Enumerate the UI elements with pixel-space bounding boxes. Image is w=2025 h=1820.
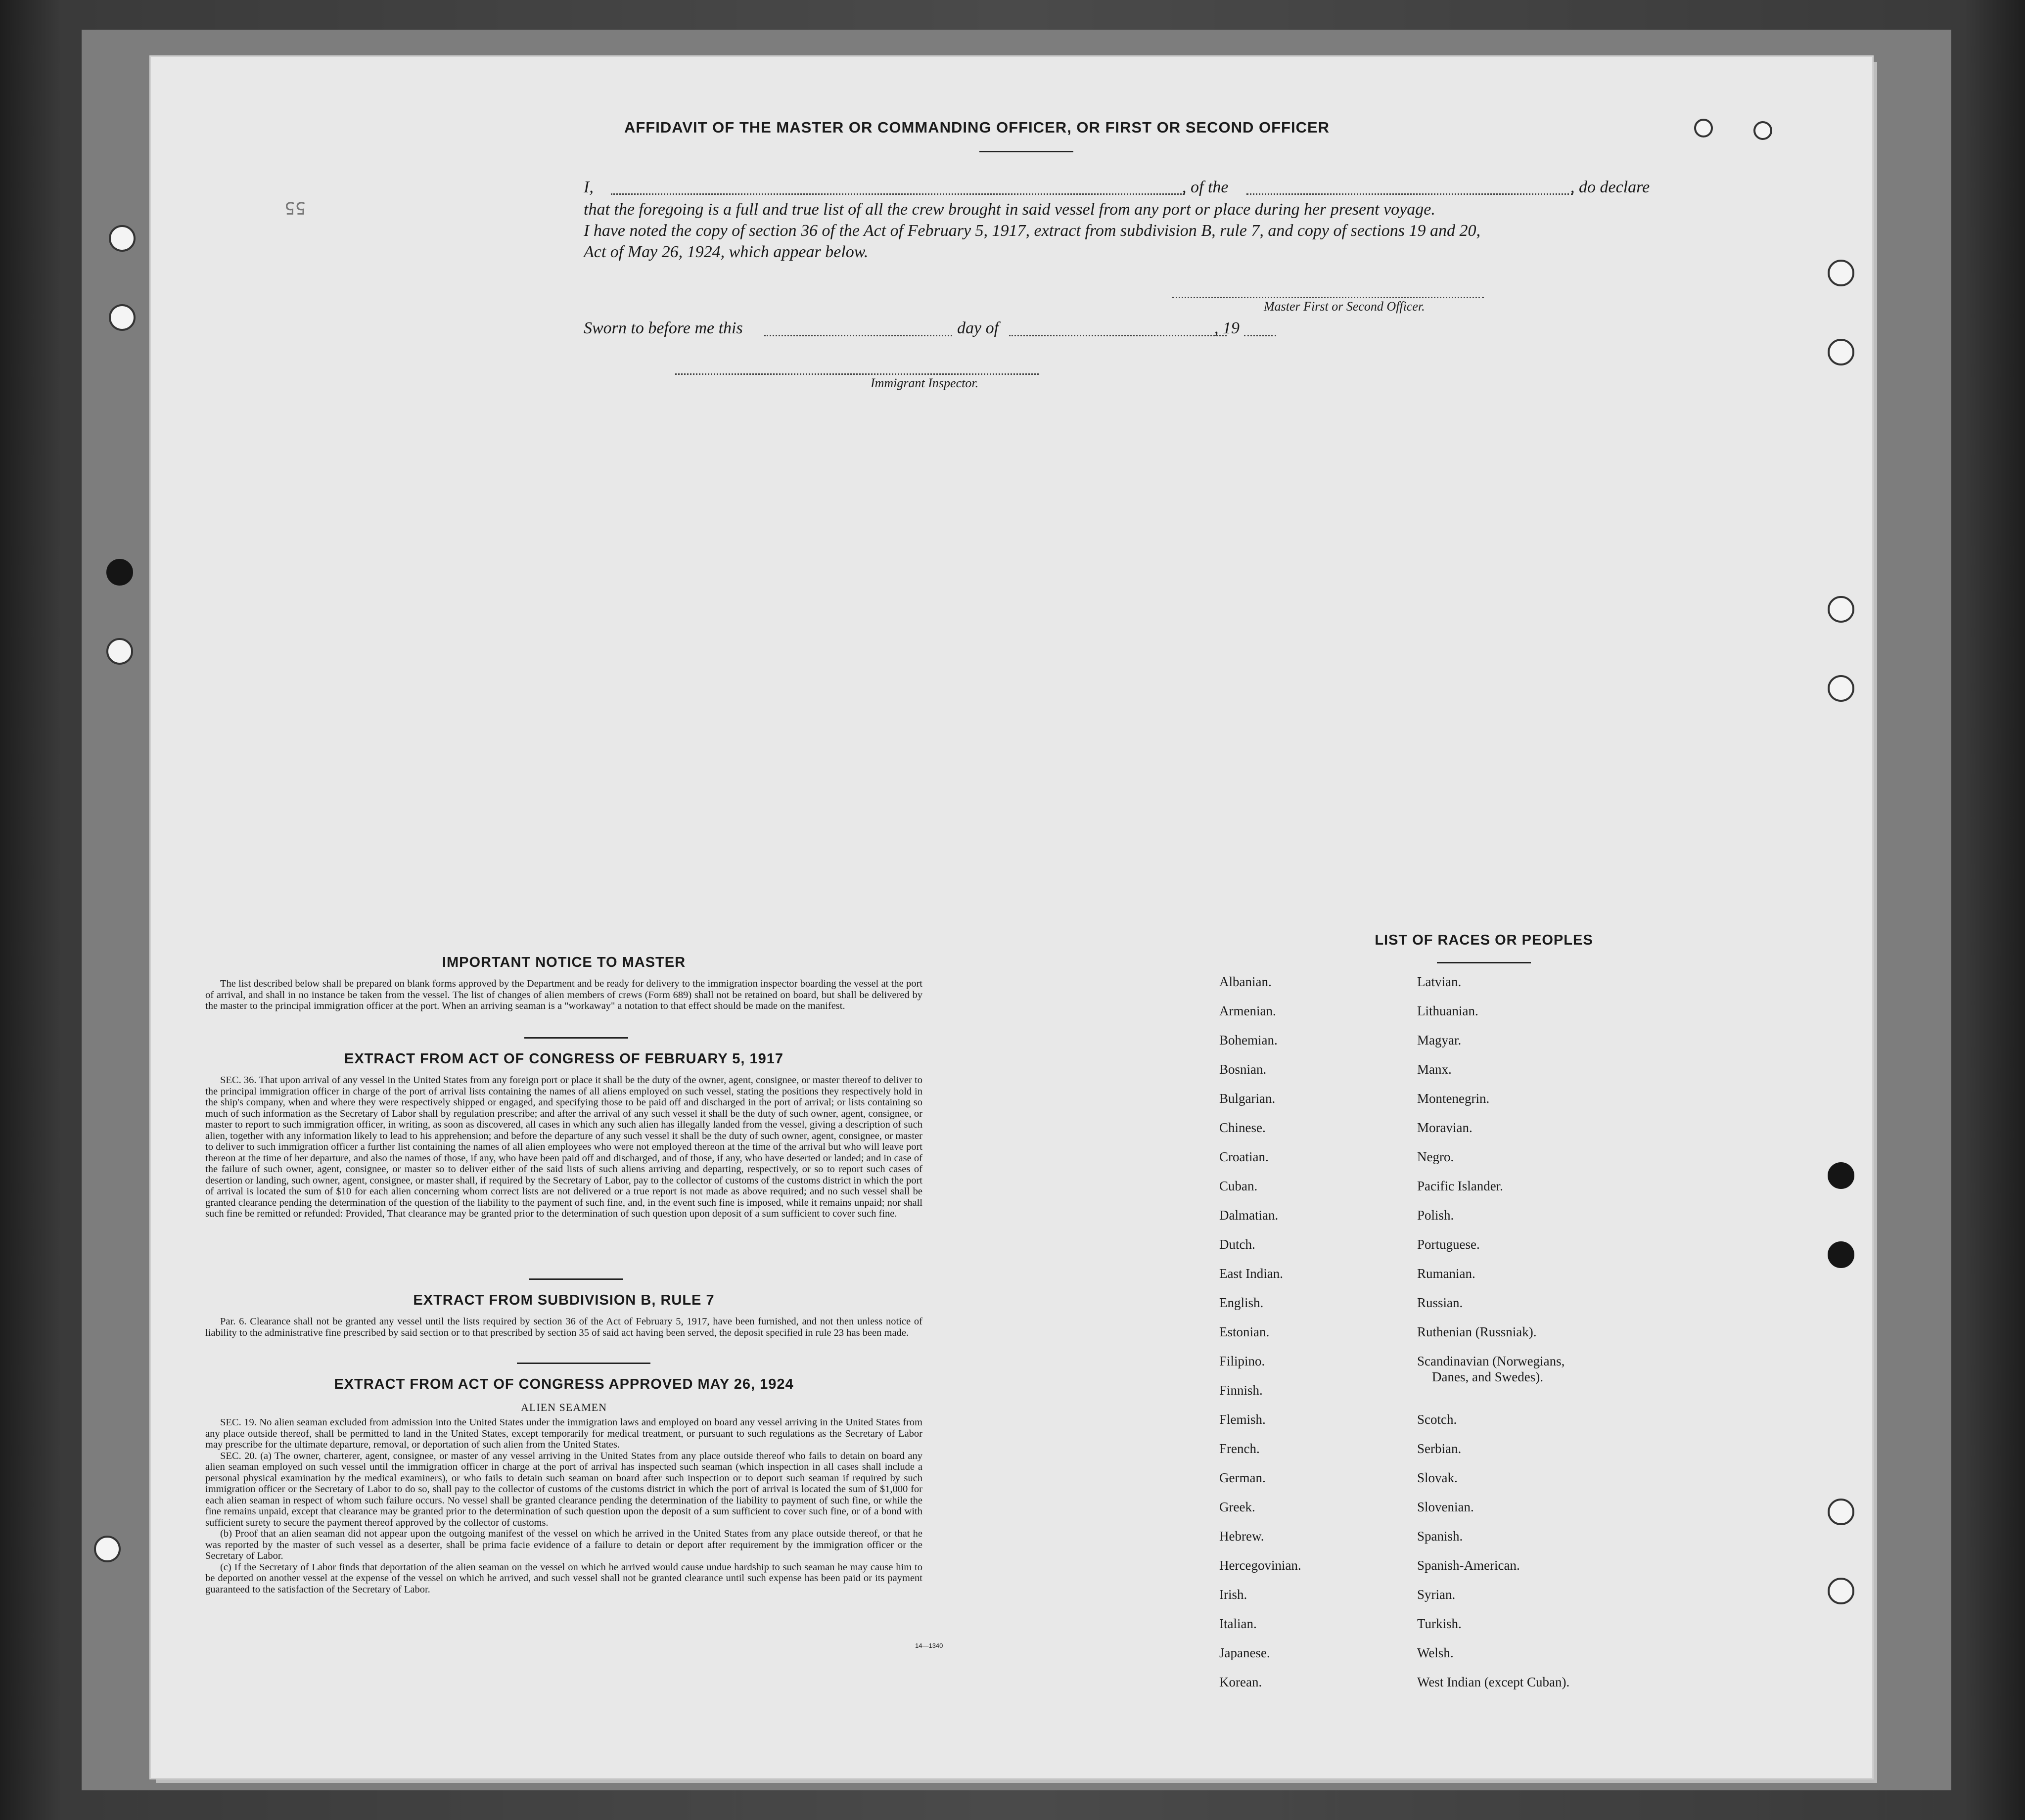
race-item: Syrian. [1417, 1587, 1456, 1602]
race-item: Montenegrin. [1417, 1091, 1490, 1106]
divider [524, 1037, 628, 1039]
race-item: Korean. [1219, 1675, 1262, 1689]
race-item: Bulgarian. [1219, 1091, 1276, 1106]
race-item: Magyar. [1417, 1033, 1462, 1047]
binder-hole [1694, 119, 1713, 137]
races-title: LIST OF RACES OR PEOPLES [1375, 932, 1593, 948]
par-6-paragraph: Par. 6. Clearance shall not be granted any vessel until the lists required by section 36 of the Act of February 5, 1917, have been furnished, and not then unless notice of liability to the administrative fine prescribed by said section or to that prescribed by section 35 of said act having been served, the deposit specified in rule 23 has been made. [205, 1316, 922, 1338]
race-item: Spanish-American. [1417, 1558, 1520, 1573]
alien-seamen-subtitle: ALIEN SEAMEN [521, 1401, 607, 1413]
race-item: Manx. [1417, 1062, 1452, 1077]
blank-month [1009, 335, 1227, 336]
sworn-label: Sworn to before me this [584, 319, 743, 337]
race-item: Dutch. [1219, 1237, 1255, 1252]
race-item: English. [1219, 1295, 1264, 1310]
year-label: , 19 [1214, 319, 1240, 337]
margin-number: 55 [284, 198, 306, 218]
notice-text [205, 978, 922, 1012]
race-item: Slovenian. [1417, 1500, 1474, 1514]
race-item: Italian. [1219, 1616, 1257, 1631]
section-20c-paragraph: (c) If the Secretary of Labor finds that deportation of the alien seaman on the vessel on which he arrived would cause undue hardship to such seaman he may cause him to be deported on another vessel at the expense of the vessel on which he arrived, and such vessel shall not be granted clearance until such expense has been paid or its payment guaranteed to the satisfaction of the Secretary of Labor. [205, 1561, 922, 1595]
binder-hole [1828, 1578, 1854, 1604]
race-item: West Indian (except Cuban). [1417, 1675, 1570, 1689]
blank-year [1244, 335, 1276, 336]
section-19-paragraph: SEC. 19. No alien seaman excluded from admission into the United States under the immigration laws and employed on board any vessel arriving in the United States from any place outside thereof, shall be permitted to land in the United States, except temporarily for medical treatment, or pursuant to such regulations as the Secretary of Labor may prescribe for the ultimate departure, removal, or deportation of such alien from the United States. [205, 1417, 922, 1450]
section-20b-paragraph: (b) Proof that an alien seaman did not appear upon the outgoing manifest of the vessel on which he arrived in the United States from any place outside thereof, or that he was reported by the master of such vessel as a deserter, shall be prima facie evidence of a failure to detain or deport after requirement by the immigration officer or the Secretary of Labor. [205, 1528, 922, 1561]
binder-hole [1828, 596, 1854, 623]
binder-hole [106, 638, 133, 665]
divider [517, 1363, 650, 1364]
blank-day [764, 335, 952, 336]
race-item: Estonian. [1219, 1324, 1270, 1339]
race-item: Albanian. [1219, 974, 1272, 989]
blank-name [611, 193, 1185, 195]
affidavit-line: I have noted the copy of section 36 of the Act of February 5, 1917, extract from subdivision B, rule 7, and copy of sections 19 and 20, [584, 222, 1481, 240]
race-item: Danes, and Swedes). [1432, 1369, 1543, 1385]
race-item: Polish. [1417, 1208, 1454, 1223]
race-item: Turkish. [1417, 1616, 1462, 1631]
race-item: Cuban. [1219, 1179, 1258, 1193]
race-item: Serbian. [1417, 1441, 1462, 1456]
signature-line [1172, 297, 1484, 298]
race-item: Dalmatian. [1219, 1208, 1279, 1223]
rule-7-title: EXTRACT FROM SUBDIVISION B, RULE 7 [413, 1292, 715, 1308]
race-item: Portuguese. [1417, 1237, 1480, 1252]
blank-vessel [1246, 193, 1573, 195]
affidavit-title: AFFIDAVIT OF THE MASTER OR COMMANDING OFFICER, OR FIRST OR SECOND OFFICER [624, 119, 1330, 136]
form-number: 14—1340 [915, 1642, 943, 1649]
race-item: Hebrew. [1219, 1529, 1264, 1544]
race-item: Spanish. [1417, 1529, 1463, 1544]
race-item: Irish. [1219, 1587, 1247, 1602]
binder-hole [1753, 121, 1772, 140]
race-item: Croatian. [1219, 1149, 1269, 1164]
race-item: Scotch. [1417, 1412, 1457, 1427]
binder-hole [1828, 339, 1854, 365]
race-item: Flemish. [1219, 1412, 1266, 1427]
affidavit-i: I, [584, 178, 594, 196]
binder-hole [1828, 1241, 1854, 1268]
affidavit-of-the: , of the [1182, 178, 1229, 196]
race-item: Filipino. [1219, 1354, 1265, 1368]
race-item: German. [1219, 1470, 1266, 1485]
race-item: Moravian. [1417, 1120, 1473, 1135]
divider [529, 1278, 623, 1280]
extract-1924-text [205, 1417, 922, 1595]
race-item: Bosnian. [1219, 1062, 1267, 1077]
notice-title: IMPORTANT NOTICE TO MASTER [442, 955, 686, 970]
race-item: Ruthenian (Russniak). [1417, 1324, 1537, 1339]
document-page [151, 57, 1872, 1778]
section-36-paragraph: SEC. 36. That upon arrival of any vessel in the United States from any foreign port or place it shall be the duty of the owner, agent, consignee, or master thereof to deliver to the principal immigration officer in charge of the port of arrival lists containing the names of all aliens employed on such vessel, stating the positions they respectively hold in the ship's company, when and where they were respectively shipped or engaged, and specifying those to be paid off and discharged in the port of arrival; or lists containing so much of such information as the Secretary of Labor shall by regulation prescribe; and after the arrival of any such vessel it shall be the duty of such owner, agent, consignee, or master to report to such immigration officer, in writing, as soon as discovered, all cases in which any such alien has illegally landed from the vessel, giving a description of such alien, together with any information likely to lead to his apprehension; and before the departure of any such vessel it shall be the duty of such owner, agent, consignee, or master to deliver to such immigration officer a further list containing the names of all alien employees who were not employed thereon at the time of the arrival but who will leave port thereon at the time of her departure, and also the names of those, if any, who have been paid off and discharged, and of those, if any, who have deserted or landed; and in case of the failure of such owner, agent, consignee, or master so to deliver either of the said lists of such aliens arriving and departing, respectively, or so to report such cases of desertion or landing, such owner, agent, consignee, or master shall, if required by the Secretary of Labor, pay to the collector of customs of the customs district in which the port of arrival is located the sum of $10 for each alien concerning whom correct lists are not delivered or a true report is not made as above required; and no such vessel shall be granted clearance pending the determination of the question of the liability to the payment of such fine, and, in the event such fine is imposed, while it remains unpaid; nor shall such fine be remitted or refunded: Provided, That clearance may be granted prior to the determination of such question upon deposit of a sum sufficient to cover such fine. [205, 1075, 922, 1219]
day-of-label: day of [957, 319, 999, 337]
race-item: Japanese. [1219, 1645, 1270, 1660]
affidavit-declare: , do declare [1570, 178, 1650, 196]
binder-hole [1828, 1162, 1854, 1189]
inspector-label: Immigrant Inspector. [871, 376, 979, 390]
race-item: Scandinavian (Norwegians, [1417, 1354, 1565, 1368]
race-item: East Indian. [1219, 1266, 1283, 1281]
binder-hole [1828, 1499, 1854, 1525]
extract-1917-title: EXTRACT FROM ACT OF CONGRESS OF FEBRUARY 5, 1917 [344, 1051, 784, 1067]
race-item: Bohemian. [1219, 1033, 1278, 1047]
race-item: Chinese. [1219, 1120, 1266, 1135]
race-item: Greek. [1219, 1500, 1255, 1514]
master-label: Master First or Second Officer. [1264, 299, 1425, 314]
binder-hole [94, 1536, 121, 1562]
notice-paragraph: The list described below shall be prepared on blank forms approved by the Department and be ready for delivery to the immigration inspector boarding the vessel at the port of arrival, and shall in no instance be taken from the vessel. The list of changes of alien members of crews (Form 689) shall not be retained on board, but shall be delivered by the master to the principal immigration officer at the port. When an arriving seaman is a "workaway" a notation to that effect should be made on the manifest. [205, 978, 922, 1011]
rule-7-text [205, 1316, 922, 1338]
race-item: Pacific Islander. [1417, 1179, 1503, 1193]
divider [1437, 962, 1531, 963]
inspector-line [675, 373, 1039, 375]
binder-hole [1828, 260, 1854, 286]
binder-hole [106, 559, 133, 586]
section-20a-paragraph: SEC. 20. (a) The owner, charterer, agent, consignee, or master of any vessel arriving in the United States from any place outside thereof who fails to detain on board any alien seaman employed on such vessel until the immigration officer in charge at the port of arrival has inspected such seaman (which inspection in all cases shall include a personal physical examination by the medical examiners), or who fails to detain such seaman on board after such inspection or to deport such seaman if required by such immigration officer or the Secretary of Labor to do so, shall pay to the collector of customs of the customs district in which the port of arrival is located the sum of $1,000 for each alien seaman in respect of whom such failure occurs. No vessel shall be granted clearance pending the determination of the liability to payment of such fine, or while the fine remains unpaid, except that clearance may be granted prior to the determination of such question upon the deposit of a sum sufficient to cover such fine, or of a bond with sufficient surety to secure the payment thereof approved by the collector of customs. [205, 1450, 922, 1528]
race-item: Finnish. [1219, 1383, 1263, 1398]
race-item: Rumanian. [1417, 1266, 1475, 1281]
race-item: Russian. [1417, 1295, 1463, 1310]
extract-1917-text [205, 1075, 922, 1220]
race-item: Welsh. [1417, 1645, 1454, 1660]
race-item: Lithuanian. [1417, 1003, 1478, 1018]
binder-hole [109, 225, 136, 252]
race-item: Slovak. [1417, 1470, 1458, 1485]
extract-1924-title: EXTRACT FROM ACT OF CONGRESS APPROVED MAY 26, 1924 [334, 1376, 794, 1392]
binder-hole [1828, 675, 1854, 702]
divider [979, 151, 1073, 152]
affidavit-line: that the foregoing is a full and true list of all the crew brought in said vessel from any port or place during her present voyage. [584, 200, 1435, 219]
race-item: French. [1219, 1441, 1260, 1456]
affidavit-line: Act of May 26, 1924, which appear below. [584, 243, 869, 261]
race-item: Hercegovinian. [1219, 1558, 1301, 1573]
race-item: Armenian. [1219, 1003, 1276, 1018]
race-item: Latvian. [1417, 974, 1462, 989]
race-item: Negro. [1417, 1149, 1454, 1164]
binder-hole [109, 304, 136, 331]
